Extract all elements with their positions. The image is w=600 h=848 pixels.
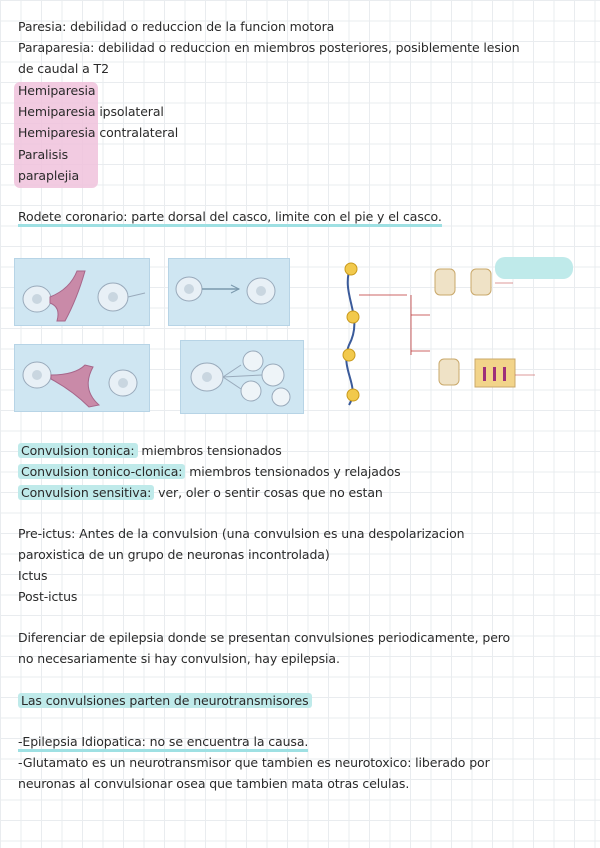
note-pre-ictus: Pre-ictus: Antes de la convulsion (una convulsion es una despolarizacion <box>18 526 465 541</box>
note-paraparesia: Paraparesia: debilidad o reduccion en miembros posteriores, posiblemente lesion <box>18 40 520 55</box>
note-convulsion-tonico-clonica <box>18 461 401 482</box>
note-glutamato: -Glutamato es un neurotransmisor que tambien es neurotoxico: liberado por <box>18 755 490 770</box>
def-convulsion-tonico-clonica: miembros tensionados y relajados <box>189 464 401 479</box>
note-hemiparesia-ipsolateral <box>18 101 164 122</box>
note-paralisis: Paralisis <box>18 147 68 162</box>
note-hemiparesia-contralateral <box>18 122 178 143</box>
neuron-pathway-diagram <box>335 255 575 410</box>
note-hemiparesia: Hemiparesia <box>18 83 96 98</box>
neurotransmisores-text: Las convulsiones parten de neurotransmisores <box>18 693 312 708</box>
def-convulsion-tonica: miembros tensionados <box>141 443 282 458</box>
note-epilepsia: Diferenciar de epilepsia donde se presentan convulsiones periodicamente, pero <box>18 630 511 645</box>
note-convulsion-sensitiva <box>18 482 383 503</box>
figure-synapse-3 <box>14 344 150 412</box>
note-neurotransmisores <box>18 690 312 711</box>
term-convulsion-sensitiva: Convulsion sensitiva: <box>18 485 154 500</box>
note-paraplejia: paraplejia <box>18 168 80 183</box>
note-convulsion-tonica <box>18 440 282 461</box>
note-rodete-coronario <box>18 206 442 227</box>
term-convulsion-tonica: Convulsion tonica: <box>18 443 138 458</box>
epilepsia-idiopatica-text: -Epilepsia Idiopatica: no se encuentra la causa. <box>18 734 308 752</box>
synapse-diagram-2 <box>169 259 289 325</box>
term-contralateral: contralateral <box>99 125 179 140</box>
term-ipsolateral: ipsolateral <box>99 104 164 119</box>
synapse-diagram-1 <box>15 259 149 325</box>
note-epilepsia-idiopatica <box>18 731 308 752</box>
figure-synapse-1 <box>14 258 150 326</box>
def-convulsion-sensitiva: ver, oler o sentir cosas que no estan <box>158 485 383 500</box>
term-convulsion-tonico-clonica: Convulsion tonico-clonica: <box>18 464 185 479</box>
note-glutamato-cont: neuronas al convulsionar osea que tambien mata otras celulas. <box>18 776 410 791</box>
figure-neuron-pathway <box>335 255 575 410</box>
figure-synapse-2 <box>168 258 290 326</box>
term-hemiparesia-2: Hemiparesia <box>18 125 96 140</box>
figure-synapse-4 <box>180 340 304 414</box>
synapse-diagram-3 <box>15 345 149 411</box>
note-post-ictus: Post-ictus <box>18 589 78 604</box>
term-hemiparesia: Hemiparesia <box>18 104 96 119</box>
note-epilepsia-cont: no necesariamente si hay convulsion, hay epilepsia. <box>18 651 340 666</box>
synapse-diagram-4 <box>181 341 303 413</box>
note-paresia: Paresia: debilidad o reduccion de la funcion motora <box>18 19 335 34</box>
note-paraparesia-cont: de caudal a T2 <box>18 61 109 76</box>
note-ictus: Ictus <box>18 568 48 583</box>
note-pre-ictus-cont: paroxistica de un grupo de neuronas incontrolada) <box>18 547 330 562</box>
rodete-text: Rodete coronario: parte dorsal del casco, limite con el pie y el casco. <box>18 209 442 227</box>
